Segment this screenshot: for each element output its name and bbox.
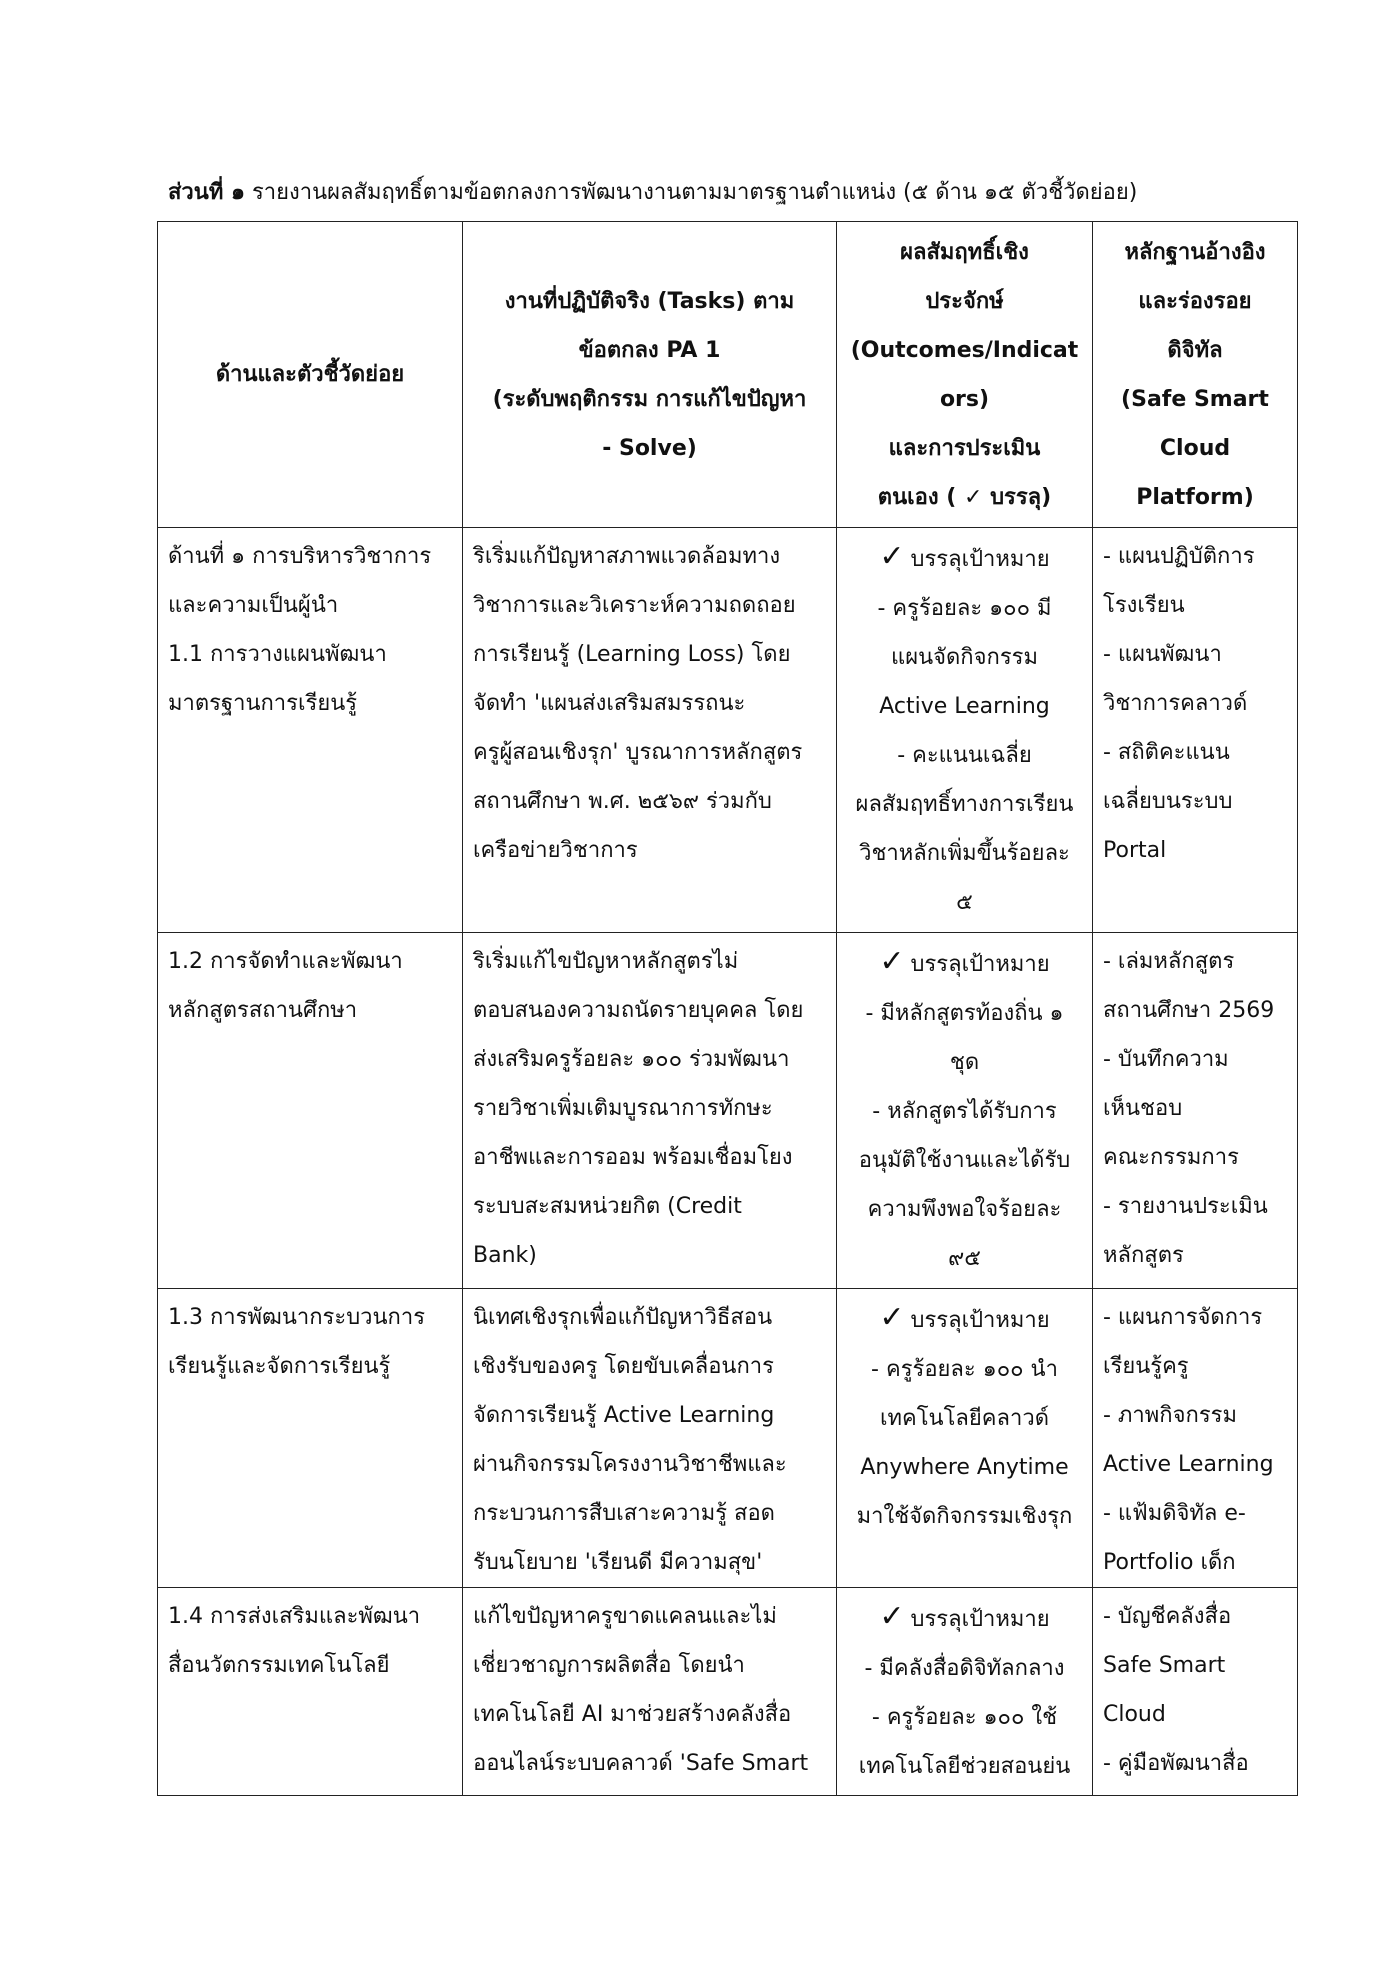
cell-line: ด้านที่ ๑ การบริหารวิชาการ: [168, 544, 432, 569]
cell-line: - คะแนนเฉลี่ย: [897, 743, 1032, 768]
pa-report-table: [157, 221, 1298, 1796]
cell-line: Bank): [473, 1243, 537, 1268]
cell-line: งานที่ปฏิบัติจริง (Tasks) ตาม: [504, 288, 795, 314]
evidence-cell: [1093, 528, 1298, 933]
cell-line: หลักสูตร: [1103, 1243, 1184, 1268]
cell-line: [847, 532, 1082, 584]
cell-line: 1.4 การส่งเสริมและพัฒนา: [168, 1604, 421, 1629]
cell-line: - แฟ้มดิจิทัล e-: [1103, 1501, 1246, 1526]
cell-line: อนุมัติใช้งานและได้รับ: [858, 1148, 1071, 1173]
cell-line: ข้อตกลง PA 1: [578, 337, 721, 363]
cell-line: - แผนพัฒนา: [1103, 642, 1222, 667]
cell-line: มาใช้จัดกิจกรรมเชิงรุก: [856, 1504, 1073, 1529]
cell-line: 1.1 การวางแผนพัฒนา: [168, 642, 387, 667]
cell-line: - ครูร้อยละ ๑๐๐ นำ: [871, 1357, 1058, 1382]
cell-line: ๕: [956, 890, 973, 915]
tasks-cell: [463, 528, 837, 933]
cell-line: แก้ไขปัญหาครูขาดแคลนและไม่: [473, 1604, 777, 1629]
cell-line: [847, 1293, 1082, 1345]
cell-line: วิชาการและวิเคราะห์ความถดถอย: [473, 593, 796, 618]
cell-line: - บัญชีคลังสื่อ: [1103, 1604, 1232, 1629]
cell-line: โรงเรียน: [1103, 593, 1185, 618]
cell-line: ออนไลน์ระบบคลาวด์ 'Safe Smart: [473, 1751, 809, 1776]
outcomes-cell: [837, 933, 1093, 1289]
cell-line: เครือข่ายวิชาการ: [473, 838, 638, 863]
cell-line: เฉลี่ยบนระบบ: [1103, 789, 1233, 814]
header-tasks: [463, 222, 837, 528]
cell-line: [847, 937, 1082, 989]
cell-line: วิชาหลักเพิ่มขึ้นร้อยละ: [859, 841, 1070, 866]
cell-line: เชี่ยวชาญการผลิตสื่อ โดยนำ: [473, 1653, 745, 1678]
cell-line: รับนโยบาย 'เรียนดี มีความสุข': [473, 1550, 763, 1575]
checkmark-icon: ✓: [879, 539, 905, 574]
indicator-cell: [158, 1289, 463, 1588]
outcomes-cell: [837, 1289, 1093, 1588]
cell-line: (ระดับพฤติกรรม การแก้ไขปัญหา: [492, 386, 807, 412]
cell-line: (Safe Smart: [1121, 386, 1269, 412]
cell-line: เรียนรู้และจัดการเรียนรู้: [168, 1354, 391, 1379]
achieved-label: บรรลุเป้าหมาย: [910, 1308, 1050, 1333]
cell-line: สถานศึกษา 2569: [1103, 998, 1275, 1023]
cell-line: Portal: [1103, 838, 1167, 863]
cell-line: [847, 1592, 1082, 1644]
cell-line: - สถิติคะแนน: [1103, 740, 1230, 765]
cell-line: 1.3 การพัฒนากระบวนการ: [168, 1305, 426, 1330]
cell-line: - คู่มือพัฒนาสื่อ: [1103, 1751, 1249, 1776]
section-title: รายงานผลสัมฤทธิ์ตามข้อตกลงการพัฒนางานตามมาตรฐานตำแหน่ง (๕ ด้าน ๑๕ ตัวชี้วัดย่อย): [251, 180, 1138, 205]
cell-line: ตนเอง ( ✓ บรรลุ): [877, 484, 1052, 510]
cell-line: - มีหลักสูตรท้องถิ่น ๑: [865, 1001, 1064, 1026]
table-row: [158, 1588, 1298, 1796]
evidence-cell: [1093, 1588, 1298, 1796]
checkmark-icon: ✓: [879, 1599, 905, 1634]
cell-line: - หลักสูตรได้รับการ: [872, 1099, 1057, 1124]
cell-line: - มีคลังสื่อดิจิทัลกลาง: [864, 1656, 1065, 1681]
cell-line: เทคโนโลยี AI มาช่วยสร้างคลังสื่อ: [473, 1702, 792, 1727]
table-header-row: [158, 222, 1298, 528]
cell-line: ๙๕: [948, 1246, 981, 1271]
cell-line: ประจักษ์: [925, 288, 1004, 314]
cell-line: ผลสัมฤทธิ์เชิง: [900, 239, 1029, 265]
cell-line: สื่อนวัตกรรมเทคโนโลยี: [168, 1653, 390, 1678]
cell-line: และการประเมิน: [888, 435, 1041, 461]
checkmark-icon: ✓: [879, 1300, 905, 1335]
header-indicator: [158, 222, 463, 528]
cell-line: ชุด: [949, 1050, 980, 1075]
cell-line: Anywhere Anytime: [860, 1455, 1069, 1480]
cell-line: - ครูร้อยละ ๑๐๐ ใช้: [871, 1705, 1058, 1730]
cell-line: แผนจัดกิจกรรม: [891, 645, 1038, 670]
cell-line: ผลสัมฤทธิ์ทางการเรียน: [855, 792, 1074, 817]
cell-line: - เล่มหลักสูตร: [1103, 949, 1235, 974]
cell-line: ครูผู้สอนเชิงรุก' บูรณาการหลักสูตร: [473, 740, 803, 765]
cell-line: - แผนการจัดการ: [1103, 1305, 1263, 1330]
cell-line: อาชีพและการออม พร้อมเชื่อมโยง: [473, 1145, 793, 1170]
cell-line: เทคโนโลยีคลาวด์: [880, 1406, 1049, 1431]
tasks-cell: [463, 1588, 837, 1796]
cell-line: ตอบสนองความถนัดรายบุคคล โดย: [473, 998, 804, 1023]
cell-line: เชิงรับของครู โดยขับเคลื่อนการ: [473, 1354, 774, 1379]
cell-line: สถานศึกษา พ.ศ. ๒๕๖๙ ร่วมกับ: [473, 789, 772, 814]
header-outcomes: [837, 222, 1093, 528]
cell-line: (Outcomes/Indicat: [850, 337, 1079, 363]
cell-line: ส่งเสริมครูร้อยละ ๑๐๐ ร่วมพัฒนา: [473, 1047, 790, 1072]
cell-line: วิชาการคลาวด์: [1103, 691, 1248, 716]
achieved-label: บรรลุเป้าหมาย: [910, 952, 1050, 977]
section-heading: [168, 176, 1288, 210]
cell-line: หลักสูตรสถานศึกษา: [168, 998, 358, 1023]
cell-line: คณะกรรมการ: [1103, 1145, 1239, 1170]
indicator-cell: [158, 528, 463, 933]
cell-line: - รายงานประเมิน: [1103, 1194, 1268, 1219]
cell-line: 1.2 การจัดทำและพัฒนา: [168, 949, 403, 974]
cell-line: ระบบสะสมหน่วยกิต (Credit: [473, 1194, 742, 1219]
cell-line: จัดการเรียนรู้ Active Learning: [473, 1403, 775, 1428]
cell-line: Active Learning: [1103, 1452, 1274, 1477]
cell-line: - Solve): [602, 435, 697, 461]
cell-line: มาตรฐานการเรียนรู้: [168, 691, 358, 716]
cell-line: - บันทึกความ: [1103, 1047, 1229, 1072]
achieved-label: บรรลุเป้าหมาย: [910, 547, 1050, 572]
table-row: [158, 1289, 1298, 1588]
cell-line: - แผนปฏิบัติการ: [1103, 544, 1255, 569]
cell-line: ริเริ่มแก้ไขปัญหาหลักสูตรไม่: [473, 949, 739, 974]
cell-line: ผ่านกิจกรรมโครงงานวิชาชีพและ: [473, 1452, 787, 1477]
cell-line: ors): [939, 386, 990, 412]
cell-line: เทคโนโลยีช่วยสอนย่น: [858, 1754, 1071, 1779]
cell-line: - ภาพกิจกรรม: [1103, 1403, 1237, 1428]
cell-line: Cloud: [1103, 1702, 1166, 1727]
cell-line: ดิจิทัล: [1167, 337, 1223, 363]
cell-line: และความเป็นผู้นำ: [168, 593, 339, 618]
outcomes-cell: [837, 1588, 1093, 1796]
cell-line: การเรียนรู้ (Learning Loss) โดย: [473, 642, 791, 667]
cell-line: Platform): [1136, 484, 1254, 510]
cell-line: Portfolio เด็ก: [1103, 1550, 1236, 1575]
part-label: ส่วนที่ ๑: [168, 180, 245, 205]
cell-line: Cloud: [1159, 435, 1231, 461]
table-row: [158, 933, 1298, 1289]
cell-line: - ครูร้อยละ ๑๐๐ มี: [877, 596, 1052, 621]
cell-line: จัดทำ 'แผนส่งเสริมสมรรถนะ: [473, 691, 746, 716]
outcomes-cell: [837, 528, 1093, 933]
achieved-label: บรรลุเป้าหมาย: [910, 1607, 1050, 1632]
checkmark-icon: ✓: [879, 944, 905, 979]
evidence-cell: [1093, 933, 1298, 1289]
cell-line: เรียนรู้ครู: [1103, 1354, 1189, 1379]
indicator-cell: [158, 1588, 463, 1796]
cell-line: ด้านและตัวชี้วัดย่อย: [215, 362, 405, 387]
cell-line: Safe Smart: [1103, 1653, 1226, 1678]
header-evidence: [1093, 222, 1298, 528]
evidence-cell: [1093, 1289, 1298, 1588]
cell-line: กระบวนการสืบเสาะความรู้ สอด: [473, 1501, 775, 1526]
cell-line: หลักฐานอ้างอิง: [1124, 239, 1266, 265]
tasks-cell: [463, 933, 837, 1289]
cell-line: นิเทศเชิงรุกเพื่อแก้ปัญหาวิธีสอน: [473, 1305, 773, 1330]
cell-line: ริเริ่มแก้ปัญหาสภาพแวดล้อมทาง: [473, 544, 781, 569]
cell-line: รายวิชาเพิ่มเติมบูรณาการทักษะ: [473, 1096, 773, 1121]
cell-line: และร่องรอย: [1138, 288, 1252, 314]
indicator-cell: [158, 933, 463, 1289]
cell-line: Active Learning: [879, 694, 1050, 719]
tasks-cell: [463, 1289, 837, 1588]
cell-line: ความพึงพอใจร้อยละ: [867, 1197, 1062, 1222]
cell-line: เห็นชอบ: [1103, 1096, 1183, 1121]
table-row: [158, 528, 1298, 933]
